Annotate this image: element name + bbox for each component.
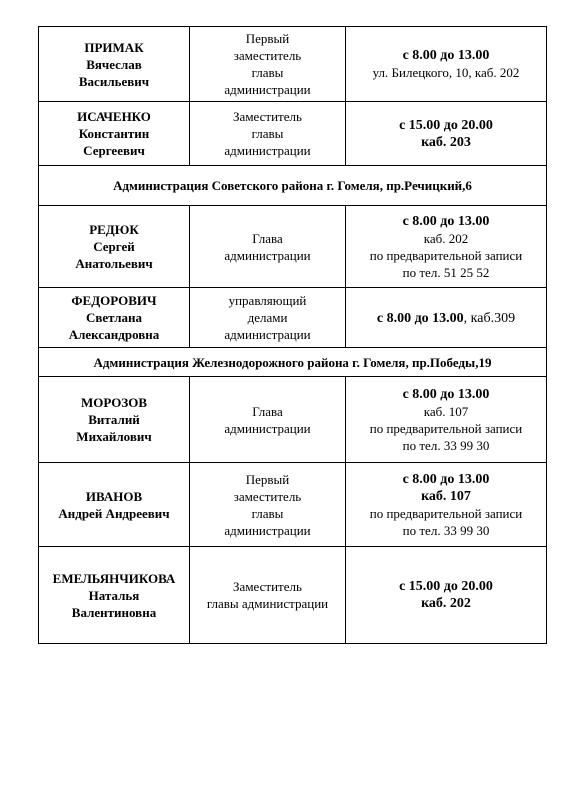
reception-hours: с 8.00 до 13.00: [376, 310, 464, 326]
reception-detail: по тел. 33 99 30: [402, 437, 490, 453]
schedule-body: [39, 27, 547, 644]
reception-hours: с 8.00 до 13.00: [402, 386, 490, 402]
position-line: главы: [251, 126, 284, 141]
official-name-cell: [39, 547, 190, 644]
official-surname: ПРИМАК: [84, 39, 144, 55]
official-position-cell: [190, 377, 346, 463]
official-surname: ФЕДОРОВИЧ: [71, 293, 157, 308]
position-line: управляющий: [228, 293, 307, 308]
reception-hours: с 8.00 до 13.00: [402, 48, 490, 63]
position-line: главы администрации: [206, 596, 329, 611]
official-position-cell: [190, 288, 346, 348]
official-row: [39, 206, 547, 288]
official-row: [39, 288, 547, 348]
reception-time-cell: [346, 463, 547, 547]
official-surname: ИВАНОВ: [85, 488, 143, 504]
reception-hours: с 15.00 до 20.00: [399, 117, 493, 133]
position-line: администрации: [224, 82, 311, 97]
official-name-cell: [39, 288, 190, 348]
position-line: администрации: [224, 522, 311, 538]
official-given-name: Анатольевич: [75, 256, 153, 271]
reception-hours: с 8.00 до 13.00: [402, 471, 490, 487]
official-surname: ЕМЕЛЬЯНЧИКОВА: [52, 570, 176, 586]
official-given-name: Сергеевич: [83, 143, 145, 158]
official-position-cell: [190, 102, 346, 166]
section-title: Администрация Железнодорожного района г. Гомеля, пр.Победы,19: [39, 348, 547, 377]
official-row: [39, 377, 547, 463]
reception-detail: каб. 107: [423, 403, 469, 419]
position-line: администрации: [224, 327, 311, 342]
reception-time-cell: [346, 288, 547, 348]
official-row: [39, 463, 547, 547]
reception-detail: каб. 107: [421, 488, 471, 504]
reception-detail: каб. 203: [421, 134, 471, 150]
official-given-name: Валентиновна: [71, 604, 157, 620]
reception-time-cell: [346, 547, 547, 644]
official-given-name: Сергей: [93, 239, 135, 254]
official-name-cell: [39, 377, 190, 463]
reception-hours: с 8.00 до 13.00: [402, 213, 490, 229]
official-position-cell: [190, 463, 346, 547]
reception-room: , каб.309: [463, 310, 516, 326]
section-row: [39, 166, 547, 206]
official-name-cell: [39, 463, 190, 547]
reception-detail: по предварительной записи: [369, 505, 523, 521]
reception-time-cell: [346, 377, 547, 463]
official-name-cell: [39, 27, 190, 102]
reception-detail: ул. Билецкого, 10, каб. 202: [372, 65, 520, 80]
position-line: Заместитель: [233, 109, 302, 124]
position-line: заместитель: [233, 488, 302, 504]
official-given-name: Светлана: [85, 310, 143, 325]
position-line: заместитель: [233, 48, 302, 63]
position-line: главы: [251, 505, 284, 521]
reception-detail: по предварительной записи: [369, 247, 523, 263]
official-row: [39, 102, 547, 166]
reception-schedule-table: [38, 26, 547, 644]
position-line: главы: [251, 65, 284, 80]
reception-detail: каб. 202: [423, 230, 469, 246]
reception-detail: по предварительной записи: [369, 420, 523, 436]
position-line: Первый: [245, 471, 290, 487]
reception-detail: каб. 202: [421, 596, 471, 611]
section-title: Администрация Советского района г. Гомеля, пр.Речицкий,6: [39, 166, 547, 206]
official-name-cell: [39, 102, 190, 166]
official-given-name: Константин: [78, 126, 150, 141]
official-given-name: Виталий: [88, 412, 140, 427]
official-row: [39, 27, 547, 102]
reception-time-cell: [346, 102, 547, 166]
official-surname: РЕДЮК: [89, 222, 139, 237]
official-given-name: Васильевич: [78, 73, 150, 89]
position-line: Первый: [245, 31, 290, 46]
reception-detail: по тел. 33 99 30: [402, 522, 490, 538]
official-position-cell: [190, 206, 346, 288]
section-row: [39, 348, 547, 377]
official-given-name: Вячеслав: [86, 56, 142, 72]
official-position-cell: [190, 27, 346, 102]
position-line: Глава: [252, 403, 283, 419]
official-given-name: Михайлович: [76, 429, 152, 444]
reception-hours: с 15.00 до 20.00: [399, 579, 493, 594]
position-line: Заместитель: [233, 579, 302, 594]
official-row: [39, 547, 547, 644]
reception-time-cell: [346, 206, 547, 288]
position-line: администрации: [224, 420, 311, 436]
official-surname: МОРОЗОВ: [80, 395, 147, 410]
official-position-cell: [190, 547, 346, 644]
official-surname: ИСАЧЕНКО: [77, 109, 151, 124]
official-given-name: Андрей Андреевич: [58, 505, 170, 521]
position-line: администрации: [224, 143, 311, 158]
position-line: администрации: [224, 247, 311, 263]
official-given-name: Наталья: [88, 587, 140, 603]
official-given-name: Александровна: [68, 327, 160, 342]
reception-detail: по тел. 51 25 52: [402, 264, 490, 280]
reception-time-cell: [346, 27, 547, 102]
position-line: делами: [247, 310, 288, 325]
official-name-cell: [39, 206, 190, 288]
position-line: Глава: [252, 230, 283, 246]
